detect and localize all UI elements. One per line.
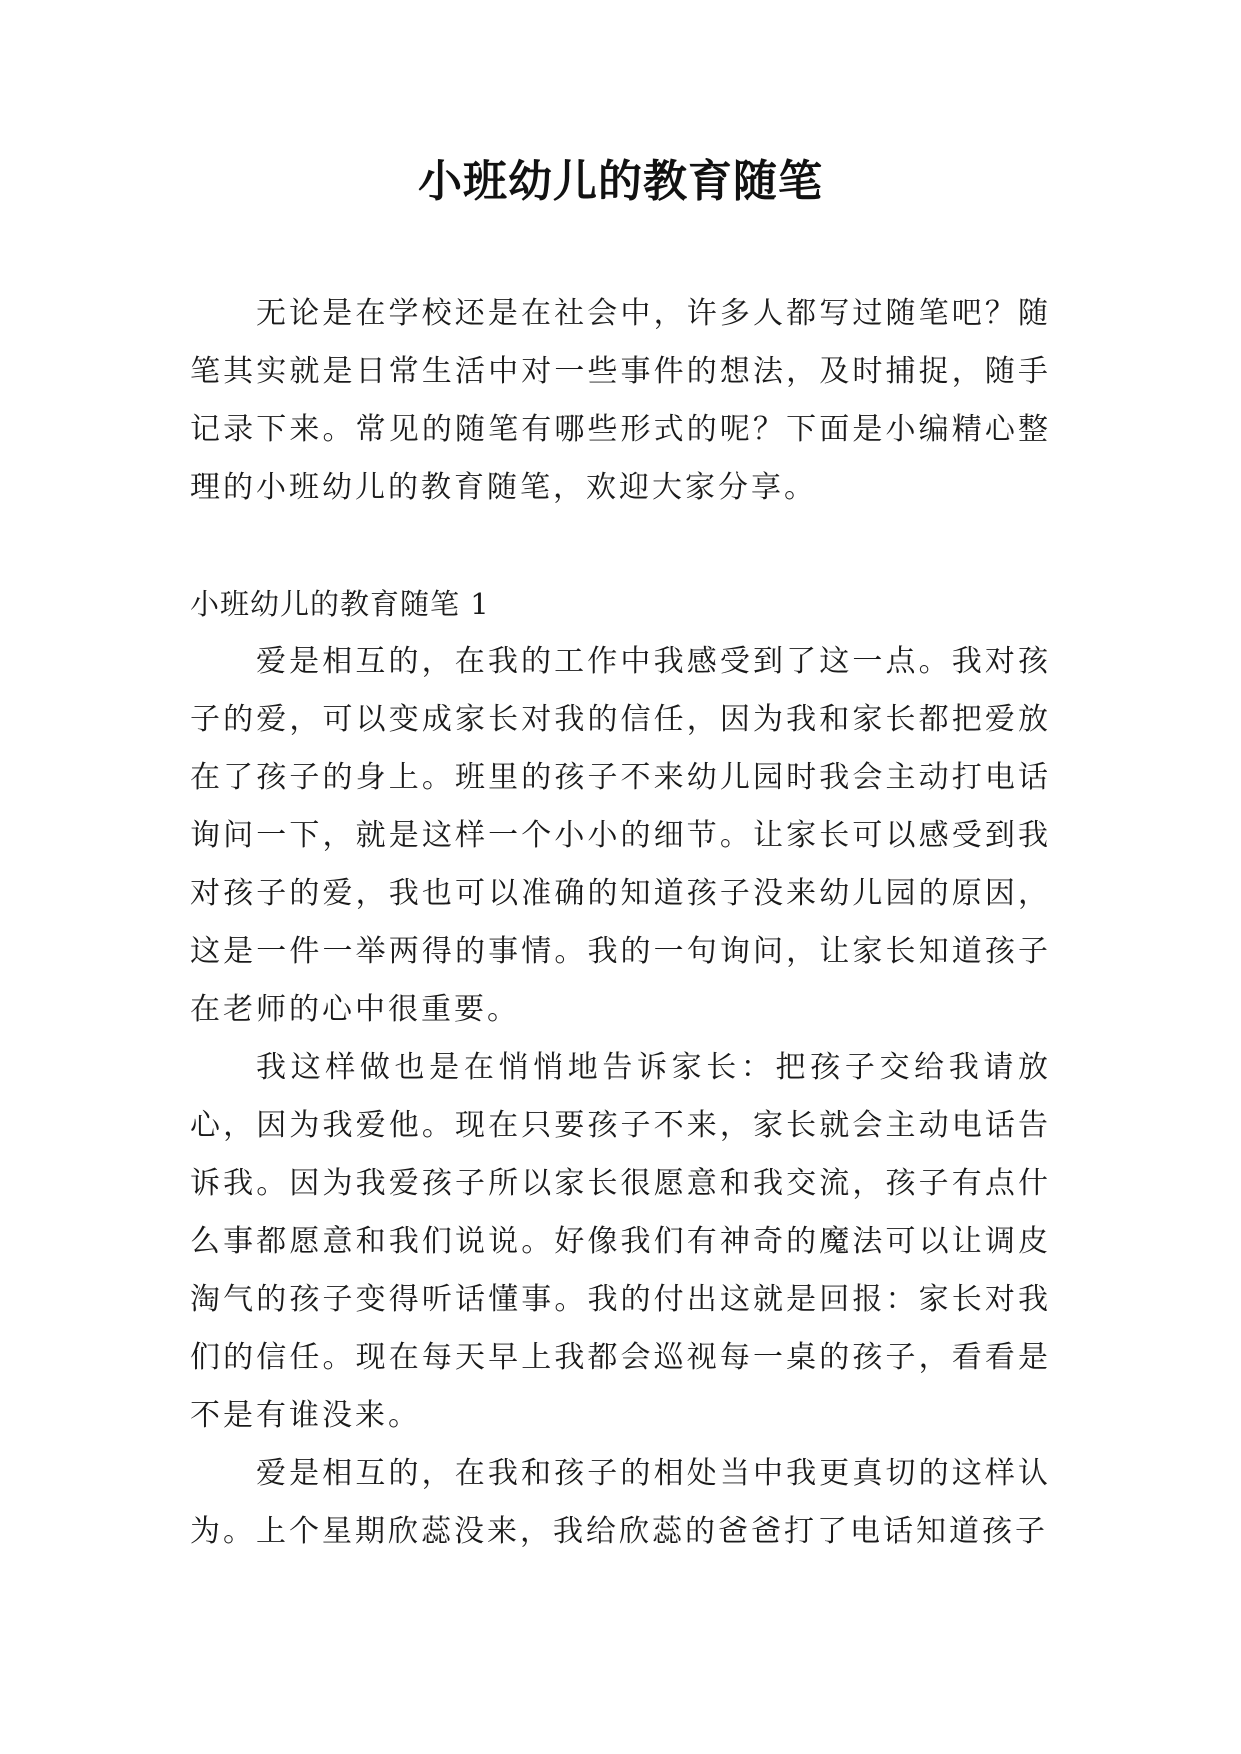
document-title: 小班幼儿的教育随笔 [418, 156, 823, 207]
document-body [190, 285, 1051, 1561]
body-paragraph-3: 爱是相互的，在我和孩子的相处当中我更真切的这样认为。上个星期欣蕊没来，我给欣蕊的爸爸打了电话知道孩子 [190, 1456, 1051, 1549]
intro-paragraph: 无论是在学校还是在社会中，许多人都写过随笔吧？随笔其实就是日常生活中对一些事件的想法，及时捕捉，随手记录下来。常见的随笔有哪些形式的呢？下面是小编精心整理的小班幼儿的教育随笔，欢迎大家分享。 [190, 296, 1051, 505]
body-paragraph-2: 我这样做也是在悄悄地告诉家长：把孩子交给我请放心，因为我爱他。现在只要孩子不来，家长就会主动电话告诉我。因为我爱孩子所以家长很愿意和我交流，孩子有点什么事都愿意和我们说说。好像我们有神奇的魔法可以让调皮淘气的孩子变得听话懂事。我的付出这就是回报：家长对我们的信任。现在每天早上我都会巡视每一桌的孩子，看看是不是有谁没来。 [190, 1050, 1051, 1433]
body-paragraph-1: 爱是相互的，在我的工作中我感受到了这一点。我对孩子的爱，可以变成家长对我的信任，因为我和家长都把爱放在了孩子的身上。班里的孩子不来幼儿园时我会主动打电话询问一下，就是这样一个小小的细节。让家长可以感受到我对孩子的爱，我也可以准确的知道孩子没来幼儿园的原因，这是一件一举两得的事情。我的一句询问，让家长知道孩子在老师的心中很重要。 [190, 644, 1051, 1027]
section-heading: 小班幼儿的教育随笔 1 [190, 587, 490, 621]
